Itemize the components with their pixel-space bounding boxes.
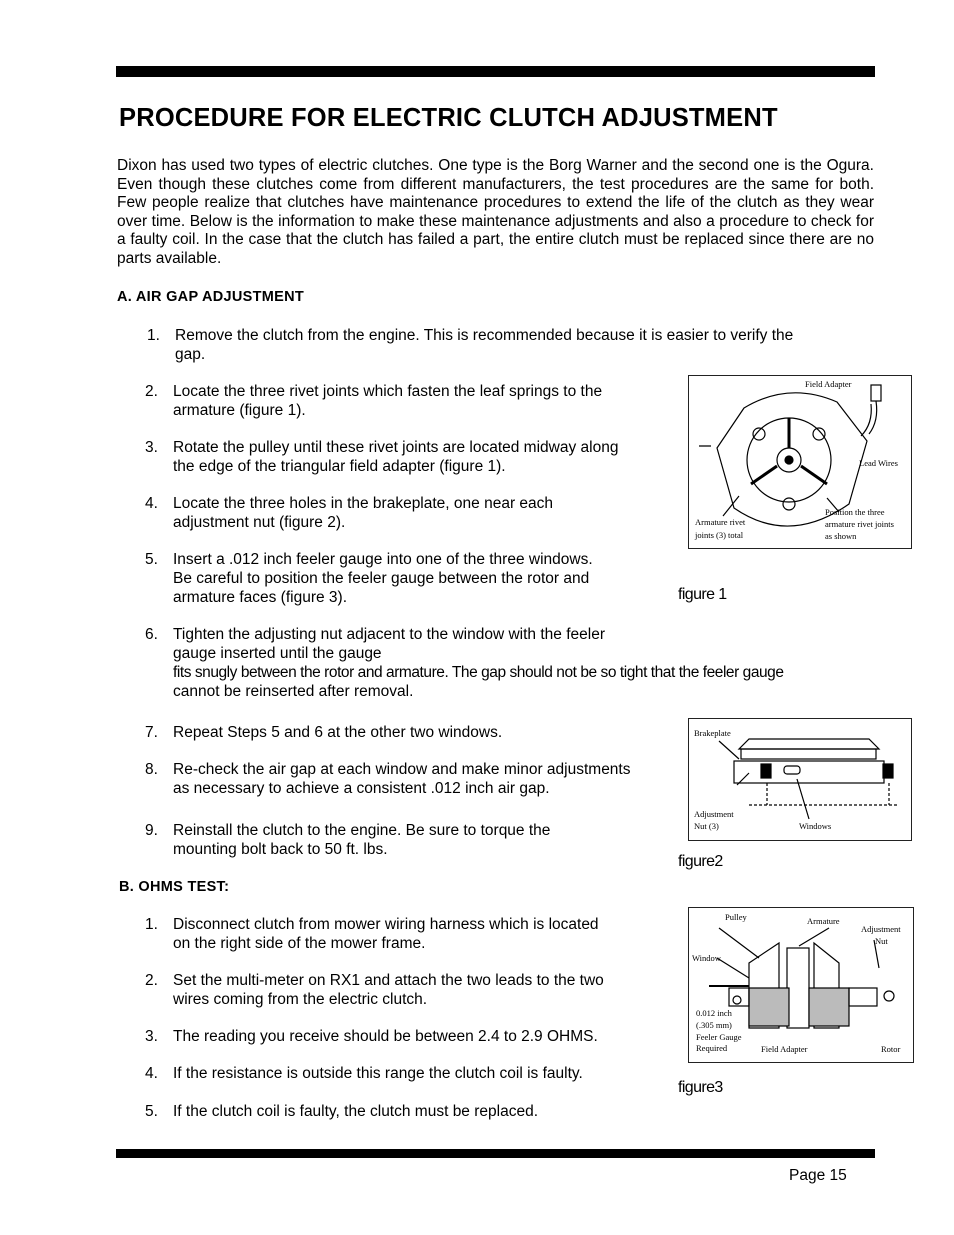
step-number: 2. [145, 972, 158, 989]
window-hole [784, 766, 800, 774]
figure-3-caption: figure3 [678, 1079, 723, 1096]
adjustment-nut [884, 991, 894, 1001]
step-line: Re-check the air gap at each window and make minor adjustments [173, 761, 631, 778]
step-line: Reinstall the clutch to the engine. Be sure to torque the [173, 822, 551, 839]
shaft [787, 948, 809, 1028]
leader-lines [719, 741, 809, 819]
figure-2-caption: figure2 [678, 853, 723, 870]
position-label-line: armature rivet joints [825, 519, 894, 529]
step-line: Disconnect clutch from mower wiring harness which is located [173, 916, 599, 933]
step-line: mounting bolt back to 50 ft. lbs. [173, 841, 388, 858]
window-mark [733, 996, 741, 1004]
figure-2-diagram [688, 718, 912, 841]
step-number: 2. [145, 383, 158, 400]
connector [871, 385, 881, 401]
figure-1-caption: figure 1 [678, 586, 727, 603]
step-line: fits snugly between the rotor and armature. The gap should not be so tight that the feeler gauge [173, 664, 784, 681]
step-line: gap. [175, 346, 206, 363]
adjustment-nut [883, 764, 893, 778]
gauge-label-line: (.305 mm) [696, 1020, 732, 1030]
section-a-heading: A. AIR GAP ADJUSTMENT [117, 289, 305, 305]
adjustment-label-line: Adjustment [861, 924, 901, 934]
step-text [173, 550, 593, 607]
step-line: gauge inserted until the gauge [173, 645, 382, 662]
field-adapter-label: Field Adapter [761, 1044, 808, 1054]
step-text: The reading you receive should be between 2.4 to 2.9 OHMS. [173, 1028, 598, 1045]
step-line: armature (figure 1). [173, 402, 306, 419]
rivet-label-line: Armature rivet [695, 517, 746, 527]
pulley-top [739, 739, 879, 749]
section-b-heading: B. OHMS TEST: [119, 879, 230, 895]
step-line: on the right side of the mower frame. [173, 935, 426, 952]
gauge-label-line: Feeler Gauge [696, 1032, 742, 1042]
gauge-label-line: 0.012 inch [696, 1008, 732, 1018]
clutch-side-view-drawing [689, 719, 911, 840]
step-text [173, 438, 618, 476]
rivet-joint [783, 498, 795, 510]
adjustment-label-line: Nut (3) [694, 821, 719, 831]
step-number: 1. [147, 327, 160, 344]
step-number: 4. [145, 495, 158, 512]
adjustment-label-line: Nut [875, 936, 888, 946]
step-text [173, 915, 599, 953]
step-line: Rotate the pulley until these rivet joints are located midway along [173, 439, 619, 456]
step-line: as necessary to achieve a consistent .012 inch air gap. [173, 780, 550, 797]
bolt-lines [749, 783, 899, 805]
step-text: If the resistance is outside this range the clutch coil is faulty. [173, 1065, 583, 1082]
figure-1-diagram [688, 375, 912, 549]
brakeplate-label: Brakeplate [694, 728, 731, 738]
window-label: Window [692, 953, 721, 963]
step-text [175, 326, 793, 364]
step-text [173, 971, 604, 1009]
step-number: 8. [145, 761, 158, 778]
step-number: 3. [145, 439, 158, 456]
step-text [173, 723, 502, 742]
step-line: the edge of the triangular field adapter (figure 1). [173, 458, 506, 475]
step-number: 5. [145, 551, 158, 568]
pulley-body [741, 749, 876, 759]
top-rule [116, 66, 875, 77]
step-line: Be careful to position the feeler gauge between the rotor and [173, 570, 590, 587]
step-line: cannot be reinserted after removal. [173, 683, 414, 700]
step-number: 7. [145, 724, 158, 741]
step-text [173, 382, 602, 420]
coil-right [809, 988, 849, 1026]
armature-label: Armature [807, 916, 840, 926]
rotor-right [849, 988, 877, 1006]
page-number: Page 15 [789, 1167, 847, 1184]
step-text [173, 760, 631, 798]
step-line: Remove the clutch from the engine. This is recommended because it is easier to verify the [175, 327, 794, 344]
step-number: 5. [145, 1103, 158, 1120]
coil-left [749, 988, 789, 1026]
page-title: PROCEDURE FOR ELECTRIC CLUTCH ADJUSTMENT [119, 104, 778, 132]
step-number: 9. [145, 822, 158, 839]
step-line: Repeat Steps 5 and 6 at the other two windows. [173, 724, 503, 741]
step-text: If the clutch coil is faulty, the clutch must be replaced. [173, 1103, 538, 1120]
windows-label: Windows [799, 821, 832, 831]
adjustment-nut [761, 764, 771, 778]
step-line: wires coming from the electric clutch. [173, 991, 428, 1008]
rotor-label: Rotor [881, 1044, 901, 1054]
gauge-label-line: Required [696, 1043, 728, 1053]
clutch-cross-section-drawing [689, 908, 913, 1062]
lead-wire-lines [861, 401, 877, 436]
step-line: Tighten the adjusting nut adjacent to the window with the feeler [173, 626, 605, 643]
step-number: 4. [145, 1065, 158, 1082]
step-number: 1. [145, 916, 158, 933]
position-label-line: Position the three [825, 507, 885, 517]
adjustment-label-line: Adjustment [694, 809, 734, 819]
hub-center [785, 456, 793, 464]
lead-wires-label: Lead Wires [859, 458, 898, 468]
field-adapter-label: Field Adapter [805, 379, 852, 389]
intro-paragraph: Dixon has used two types of electric clutches. One type is the Borg Warner and the second one is the Ogura. Even though these clutches come from different manufacturers, the test procedures are the same for both. Few people realize that clutches have maintenance procedures to extend the life of the clutch as they wear over time. Below is the information to make these maintenance adjustments and also a procedure to check for a faulty coil. In the case that the clutch has failed a part, the entire clutch must be replaced since there are no parts available. [117, 157, 874, 267]
figure-3-diagram [688, 907, 914, 1063]
step-text [173, 494, 553, 532]
step-line: Set the multi-meter on RX1 and attach the two leads to the two [173, 972, 604, 989]
rivet-label-line: joints (3) total [695, 530, 744, 540]
position-label-line: as shown [825, 531, 857, 541]
step-text [173, 821, 550, 859]
clutch-top-view-drawing [689, 376, 911, 548]
step-text [173, 625, 784, 701]
brakeplate-plate [734, 761, 884, 783]
step-line: Locate the three rivet joints which fasten the leaf springs to the [173, 383, 603, 400]
pulley-label: Pulley [725, 912, 747, 922]
step-line: Locate the three holes in the brakeplate, one near each [173, 495, 554, 512]
step-line: armature faces (figure 3). [173, 589, 348, 606]
bottom-rule [116, 1149, 875, 1158]
step-line: adjustment nut (figure 2). [173, 514, 346, 531]
step-number: 6. [145, 626, 158, 643]
step-line: Insert a .012 inch feeler gauge into one of the three windows. [173, 551, 593, 568]
leader-lines [717, 928, 879, 978]
step-number: 3. [145, 1028, 158, 1045]
